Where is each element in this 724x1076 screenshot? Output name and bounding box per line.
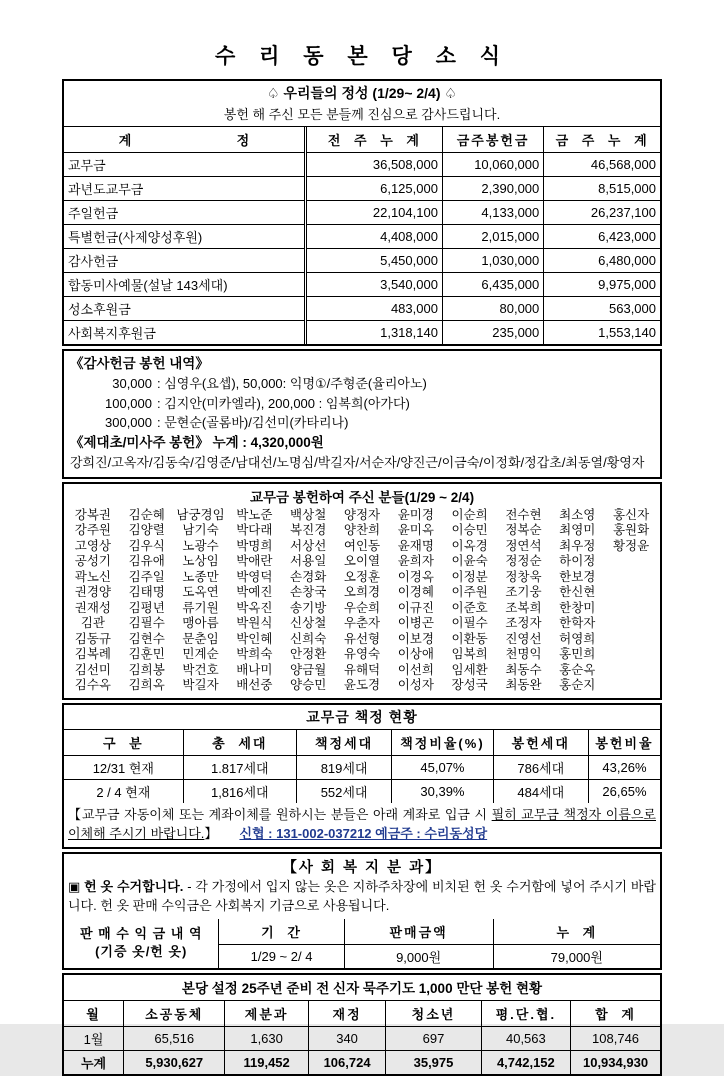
offering-title: ♤ 우리들의 정성 (1/29~ 2/4) ♤ xyxy=(267,85,457,101)
pledge-col-header: 책정비율(%) xyxy=(392,730,493,756)
rosary-col-header: 청소년 xyxy=(386,1001,481,1027)
donor-name: 박명희 xyxy=(236,538,273,553)
sales-income-header-row xyxy=(64,919,660,945)
donor-name: 진영선 xyxy=(505,631,542,646)
transfer-notice xyxy=(64,803,660,847)
thanksgiving-title: 《감사헌금 봉헌 내역》 xyxy=(70,356,209,371)
rosary-cell: 1,630 xyxy=(225,1026,308,1050)
pledge-cell: 30,39% xyxy=(392,779,493,803)
donation-donors: : 김지안(미카엘라), 200,000 : 임복희(아가다) xyxy=(157,395,410,411)
offering-total-cell: 26,237,100 xyxy=(544,201,660,225)
offering-week-cell: 235,000 xyxy=(442,321,543,345)
donor-name: 김선미 xyxy=(74,662,112,677)
donor-name: 김복례 xyxy=(74,647,112,661)
donor-name: 박옥진 xyxy=(236,600,273,615)
donor-name: 서용일 xyxy=(290,554,327,568)
rosary-cell: 65,516 xyxy=(124,1026,225,1050)
offering-total-cell: 563,000 xyxy=(544,297,660,321)
donor-name: 홍순지 xyxy=(559,678,596,692)
donor-name: 손경화 xyxy=(290,569,327,584)
donor-name: 김필수 xyxy=(128,616,165,630)
donor-name: 서상선 xyxy=(290,538,327,553)
donor-name: 김양렬 xyxy=(128,523,165,537)
rosary-col-header: 제분과 xyxy=(225,1001,308,1027)
donor-name: 천명익 xyxy=(505,647,542,661)
welfare-section xyxy=(62,852,662,970)
donor-name: 신상철 xyxy=(290,616,327,630)
donor-name: 이상애 xyxy=(397,647,434,661)
sales-amount-cell: 9,000원 xyxy=(344,944,493,968)
rosary-table-body xyxy=(64,1026,660,1074)
offering-category-cell: 사회복지후원금 xyxy=(64,321,305,345)
table-row xyxy=(64,249,660,273)
donor-row xyxy=(66,570,658,586)
offering-category-cell: 특별헌금(사제양성후원) xyxy=(64,225,305,249)
donor-row xyxy=(66,523,658,539)
donor-name: 남기숙 xyxy=(182,523,219,537)
donor-name: 맹아름 xyxy=(182,616,219,630)
offering-total-cell: 1,553,140 xyxy=(544,321,660,345)
donor-name: 김주일 xyxy=(128,569,165,584)
clothes-notice-bold: 헌 옷 수거합니다. xyxy=(84,878,184,894)
donor-row xyxy=(66,539,658,555)
pledge-cell: 45,07% xyxy=(392,755,493,779)
donor-row xyxy=(66,632,658,648)
thanksgiving-entry xyxy=(70,413,654,433)
pledge-cell: 12/31 현재 xyxy=(64,755,183,779)
donor-name: 김유애 xyxy=(128,554,165,568)
donor-name: 전수현 xyxy=(505,507,542,522)
thanksgiving-section xyxy=(62,349,662,479)
donor-name: 이주원 xyxy=(451,585,488,599)
donor-name: 송기방 xyxy=(290,600,327,615)
donor-name: 이필수 xyxy=(451,616,488,630)
offering-subtitle: 봉헌 해 주신 모든 분들께 진심으로 감사드립니다. xyxy=(223,107,501,122)
thanksgiving-entry xyxy=(70,394,654,414)
account-info: 신협 : 131-002-037212 예금주 : 수리동성당 xyxy=(239,826,488,841)
donor-name: 임세환 xyxy=(451,662,488,677)
table-row xyxy=(64,225,660,249)
donor-name: 정창욱 xyxy=(505,569,542,584)
donor-name: 홍민희 xyxy=(559,647,596,661)
donation-amount: 100,000 xyxy=(105,395,152,411)
rosary-cell: 697 xyxy=(386,1026,481,1050)
pledge-col-header: 봉헌세대 xyxy=(493,730,588,756)
table-row xyxy=(64,273,660,297)
clothes-collection-notice xyxy=(64,877,660,919)
offering-header xyxy=(64,81,660,127)
offering-table-body xyxy=(64,153,660,345)
donor-name: 김수옥 xyxy=(74,678,112,692)
welfare-title: 【사 회 복 지 분 과】 xyxy=(282,859,442,876)
table-row xyxy=(64,153,660,177)
donor-name: 박원식 xyxy=(236,616,273,630)
pledge-table xyxy=(64,730,660,803)
donor-name: 박다래 xyxy=(236,523,273,537)
sales-income-table xyxy=(64,919,660,968)
donor-name: 박길자 xyxy=(182,678,219,692)
donor-name: 남궁경임 xyxy=(176,507,225,522)
donor-name: 임복희 xyxy=(451,647,488,661)
offering-header-row xyxy=(64,127,660,153)
donor-name: 배선중 xyxy=(236,678,273,692)
altar-offering-names: 강희진/고옥자/김동숙/김영준/남대선/노명심/박길자/서순자/양진근/이금숙/이정화/정갑초/최동열/황영자 xyxy=(70,455,645,470)
rosary-col-header: 평.단.협. xyxy=(481,1001,570,1027)
donor-name: 오이열 xyxy=(343,554,381,568)
donation-amount: 30,000 xyxy=(112,376,152,392)
offering-total-cell: 9,975,000 xyxy=(544,273,660,297)
offering-col-prev-total: 전 주 누 계 xyxy=(305,127,442,153)
donor-name: 정복순 xyxy=(505,523,542,537)
donors-list xyxy=(64,508,660,698)
donor-name: 우순희 xyxy=(343,600,381,615)
pledge-header-row xyxy=(64,730,660,756)
donor-name: 양금월 xyxy=(290,662,327,677)
donor-name: 배나미 xyxy=(236,662,273,677)
pledge-col-header: 구 분 xyxy=(64,730,183,756)
rosary-cell: 1월 xyxy=(64,1026,124,1050)
sales-income-label-cell xyxy=(64,919,219,968)
donor-name: 권경양 xyxy=(74,585,112,599)
donor-name: 김현수 xyxy=(128,631,165,646)
pledge-title: 교무금 책정 현황 xyxy=(64,705,660,730)
donor-name: 김희옥 xyxy=(128,678,165,692)
rosary-table xyxy=(64,1001,660,1074)
donor-row xyxy=(66,663,658,679)
donor-name: 도옥연 xyxy=(182,585,219,599)
pledge-cell: 26,65% xyxy=(588,779,660,803)
donor-name: 정정순 xyxy=(505,554,542,568)
donor-name: 이경혜 xyxy=(397,585,434,599)
notice-emphasis: 필히 교무금 책정자 이름으로 이체해 주시기 바랍니다. xyxy=(68,806,656,841)
donor-name: 하이정 xyxy=(559,554,596,568)
donor-name: 노광수 xyxy=(182,538,219,553)
pledge-cell: 43,26% xyxy=(588,755,660,779)
donor-name: 강주원 xyxy=(74,523,112,537)
rosary-section xyxy=(62,973,662,1076)
donor-name: 최영미 xyxy=(559,523,596,537)
pledge-cell: 1.817세대 xyxy=(183,755,296,779)
offering-table xyxy=(64,127,660,344)
donor-name: 홍원화 xyxy=(612,523,650,537)
offering-col-category xyxy=(64,127,305,153)
offering-prev-total-cell: 6,125,000 xyxy=(305,177,442,201)
donors-section xyxy=(62,482,662,700)
donor-name: 손창국 xyxy=(290,585,327,599)
sales-income-label-line1: 판 매 수 익 금 내 역 xyxy=(79,926,203,942)
rosary-cell: 35,975 xyxy=(386,1050,481,1074)
donor-name: 김평년 xyxy=(128,600,165,615)
pledge-cell: 819세대 xyxy=(296,755,391,779)
rosary-cell: 108,746 xyxy=(571,1026,660,1050)
donor-name: 이규진 xyxy=(397,600,434,615)
donor-name: 윤도경 xyxy=(343,678,381,692)
donor-name: 권재성 xyxy=(74,600,112,615)
donor-name: 박희숙 xyxy=(236,647,273,661)
donor-name: 박인혜 xyxy=(236,631,273,646)
donor-name: 이보경 xyxy=(397,631,434,646)
donor-name: 김태명 xyxy=(128,585,165,599)
donor-row xyxy=(66,616,658,632)
offering-week-cell: 2,015,000 xyxy=(442,225,543,249)
donor-name: 양승민 xyxy=(290,678,327,692)
offering-category-cell: 과년도교무금 xyxy=(64,177,305,201)
table-row xyxy=(64,1026,660,1050)
donor-name: 이옥경 xyxy=(451,538,488,553)
category-header-left: 계 xyxy=(118,133,132,148)
offering-prev-total-cell: 4,408,000 xyxy=(305,225,442,249)
donor-name: 허영희 xyxy=(559,631,596,646)
donor-name: 문춘임 xyxy=(182,631,219,646)
donor-name: 이승민 xyxy=(451,523,488,537)
donor-name: 이선희 xyxy=(397,662,434,677)
offering-total-cell: 8,515,000 xyxy=(544,177,660,201)
donor-name: 한학자 xyxy=(559,616,596,630)
donor-name: 조기웅 xyxy=(505,585,542,599)
donor-name: 고영상 xyxy=(74,538,112,553)
donor-name: 박애란 xyxy=(236,554,273,568)
donor-name: 한보경 xyxy=(559,569,596,584)
rosary-cell: 340 xyxy=(308,1026,385,1050)
offering-category-cell: 교무금 xyxy=(64,153,305,177)
pledge-col-header: 책정세대 xyxy=(296,730,391,756)
donor-name: 여인동 xyxy=(343,538,381,553)
cumulative-cell: 79,000원 xyxy=(493,944,660,968)
table-row xyxy=(64,177,660,201)
donor-name: 이경옥 xyxy=(397,569,434,584)
pledge-col-header: 봉헌비율 xyxy=(588,730,660,756)
thanksgiving-entry xyxy=(70,374,654,394)
sales-amount-col-header: 판매금액 xyxy=(344,919,493,945)
donor-name: 양정자 xyxy=(343,507,381,522)
donor-name: 한신현 xyxy=(559,585,596,599)
donor-name: 김관 xyxy=(80,616,105,630)
offering-category-cell: 성소후원금 xyxy=(64,297,305,321)
altar-offering-title: 《제대초/미사주 봉헌》 누계 : 4,320,000원 xyxy=(70,434,324,450)
donor-row xyxy=(66,508,658,524)
offering-total-cell: 6,423,000 xyxy=(544,225,660,249)
offering-prev-total-cell: 483,000 xyxy=(305,297,442,321)
rosary-col-header: 월 xyxy=(64,1001,124,1027)
donor-row xyxy=(66,601,658,617)
donation-donors: : 문현순(골롬바)/김선미(카타리나) xyxy=(157,415,349,431)
donor-name: 곽노신 xyxy=(74,569,112,584)
pledge-cell: 786세대 xyxy=(493,755,588,779)
donor-name: 오정훈 xyxy=(343,569,381,584)
offering-summary-section xyxy=(62,79,662,346)
offering-week-cell: 80,000 xyxy=(442,297,543,321)
donor-name: 안정환 xyxy=(290,647,327,661)
donor-name: 유해덕 xyxy=(343,662,381,677)
donor-name: 노상임 xyxy=(182,554,219,568)
donor-name: 박영덕 xyxy=(236,569,273,584)
rosary-cell: 10,934,930 xyxy=(571,1050,660,1074)
donor-name: 김훈민 xyxy=(128,647,165,661)
donor-name: 조복희 xyxy=(505,600,542,615)
donor-name: 노종만 xyxy=(182,569,219,584)
donor-name: 홍신자 xyxy=(612,507,650,522)
donor-name: 복진경 xyxy=(290,523,327,537)
offering-week-cell: 2,390,000 xyxy=(442,177,543,201)
donor-name: 윤재명 xyxy=(397,538,434,553)
notice-text: 【교무금 자동이체 또는 계좌이체를 원하시는 분들은 아래 계좌로 입금 시 xyxy=(68,806,492,822)
donor-name: 신희숙 xyxy=(290,631,327,646)
donor-name: 오희경 xyxy=(343,585,381,599)
donor-name: 김우식 xyxy=(128,538,165,553)
table-row xyxy=(64,201,660,225)
donor-name: 박노준 xyxy=(236,507,273,522)
table-row xyxy=(64,321,660,345)
donor-name: 장성국 xyxy=(451,678,488,692)
offering-prev-total-cell: 3,540,000 xyxy=(305,273,442,297)
donor-name: 김동규 xyxy=(74,631,112,646)
donor-name: 한창미 xyxy=(559,600,596,615)
donor-name: 이성자 xyxy=(397,678,434,692)
square-bullet-icon: ▣ xyxy=(68,878,81,894)
offering-prev-total-cell: 5,450,000 xyxy=(305,249,442,273)
donor-name: 홍순옥 xyxy=(559,662,596,677)
donor-name: 박건호 xyxy=(182,662,219,677)
thanksgiving-entries xyxy=(70,374,654,433)
donor-name: 이윤숙 xyxy=(451,554,488,568)
pledge-cell: 2 / 4 현재 xyxy=(64,779,183,803)
table-row xyxy=(64,779,660,803)
donor-row xyxy=(66,585,658,601)
donor-row xyxy=(66,554,658,570)
donor-name: 백상철 xyxy=(290,507,327,522)
donor-name: 우춘자 xyxy=(343,616,381,630)
donor-name: 최우정 xyxy=(559,538,596,553)
donor-name: 최소영 xyxy=(559,507,596,522)
donor-name: 김순혜 xyxy=(128,507,165,522)
pledge-cell: 1,816세대 xyxy=(183,779,296,803)
donor-name: 유영숙 xyxy=(343,647,381,661)
donor-name: 유선형 xyxy=(343,631,381,646)
table-row xyxy=(64,755,660,779)
offering-prev-total-cell: 36,508,000 xyxy=(305,153,442,177)
donor-name: 이병곤 xyxy=(397,616,434,630)
donor-name: 공성기 xyxy=(74,554,112,568)
offering-total-cell: 6,480,000 xyxy=(544,249,660,273)
clothes-notice-rest: - 각 가정에서 입지 않는 옷은 지하주차장에 비치된 헌 옷 수거함에 넣어 주시기 바랍니다. 헌 옷 판매 수익금은 사회복지 기금으로 사용됩니다. xyxy=(68,878,656,913)
pledge-status-section xyxy=(62,703,662,849)
table-row xyxy=(64,297,660,321)
offering-category-cell: 합동미사예물(설날 143세대) xyxy=(64,273,305,297)
donor-name: 정연석 xyxy=(505,538,542,553)
rosary-col-header: 합 계 xyxy=(571,1001,660,1027)
donor-name: 박예진 xyxy=(236,585,273,599)
rosary-col-header: 소공동체 xyxy=(124,1001,225,1027)
offering-prev-total-cell: 1,318,140 xyxy=(305,321,442,345)
pledge-cell: 552세대 xyxy=(296,779,391,803)
donor-name: 민계순 xyxy=(182,647,219,661)
notice-close-bracket: 】 xyxy=(204,826,218,841)
offering-total-cell: 46,568,000 xyxy=(544,153,660,177)
rosary-col-header: 재정 xyxy=(308,1001,385,1027)
offering-prev-total-cell: 22,104,100 xyxy=(305,201,442,225)
rosary-cell: 106,724 xyxy=(308,1050,385,1074)
donor-name: 최동완 xyxy=(505,678,542,692)
rosary-cell: 누계 xyxy=(64,1050,124,1074)
donor-row xyxy=(66,647,658,663)
donor-name: 이정분 xyxy=(451,569,488,584)
cumulative-col-header: 누 계 xyxy=(493,919,660,945)
offering-week-cell: 10,060,000 xyxy=(442,153,543,177)
sales-income-label-line2: (기증 옷/헌 옷) xyxy=(95,944,188,959)
rosary-cell: 119,452 xyxy=(225,1050,308,1074)
pledge-col-header: 총 세대 xyxy=(183,730,296,756)
donor-name: 이준호 xyxy=(451,600,488,615)
donor-name: 류기원 xyxy=(182,600,219,615)
rosary-cell: 40,563 xyxy=(481,1026,570,1050)
offering-col-this-week: 금주봉헌금 xyxy=(442,127,543,153)
offering-col-grand-total: 금 주 누 계 xyxy=(544,127,660,153)
donor-name: 이환동 xyxy=(451,631,488,646)
donor-name: 강복권 xyxy=(74,507,112,522)
rosary-cell: 4,742,152 xyxy=(481,1050,570,1074)
pledge-cell: 484세대 xyxy=(493,779,588,803)
donor-name: 이순희 xyxy=(451,507,488,522)
donor-name: 최동수 xyxy=(505,662,542,677)
offering-category-cell: 감사헌금 xyxy=(64,249,305,273)
donor-name: 윤희자 xyxy=(397,554,434,568)
period-col-header: 기 간 xyxy=(219,919,344,945)
period-cell: 1/29 ~ 2/ 4 xyxy=(219,944,344,968)
donor-name: 윤미경 xyxy=(397,507,434,522)
offering-week-cell: 6,435,000 xyxy=(442,273,543,297)
table-row xyxy=(64,1050,660,1074)
donor-name: 김희봉 xyxy=(128,662,165,677)
donor-row xyxy=(66,678,658,694)
donor-name: 윤미옥 xyxy=(397,523,434,537)
donors-title: 교무금 봉헌하여 주신 분들(1/29 ~ 2/4) xyxy=(249,489,475,505)
rosary-title: 본당 설정 25주년 준비 전 신자 묵주기도 1,000 만단 봉헌 현황 xyxy=(64,975,660,1001)
offering-category-cell: 주일헌금 xyxy=(64,201,305,225)
donor-name: 양찬희 xyxy=(343,523,381,537)
rosary-cell: 5,930,627 xyxy=(124,1050,225,1074)
donation-donors: : 심영우(요셉), 50,000: 익명①/주형준(율리아노) xyxy=(157,376,427,392)
category-header-right: 정 xyxy=(236,133,250,148)
offering-week-cell: 4,133,000 xyxy=(442,201,543,225)
offering-week-cell: 1,030,000 xyxy=(442,249,543,273)
rosary-header-row xyxy=(64,1001,660,1027)
donation-amount: 300,000 xyxy=(105,415,152,431)
page-title: 수 리 동 본 당 소 식 xyxy=(214,45,509,68)
donor-name: 황정윤 xyxy=(612,538,650,553)
pledge-table-body xyxy=(64,755,660,803)
donor-name: 조정자 xyxy=(505,616,542,630)
